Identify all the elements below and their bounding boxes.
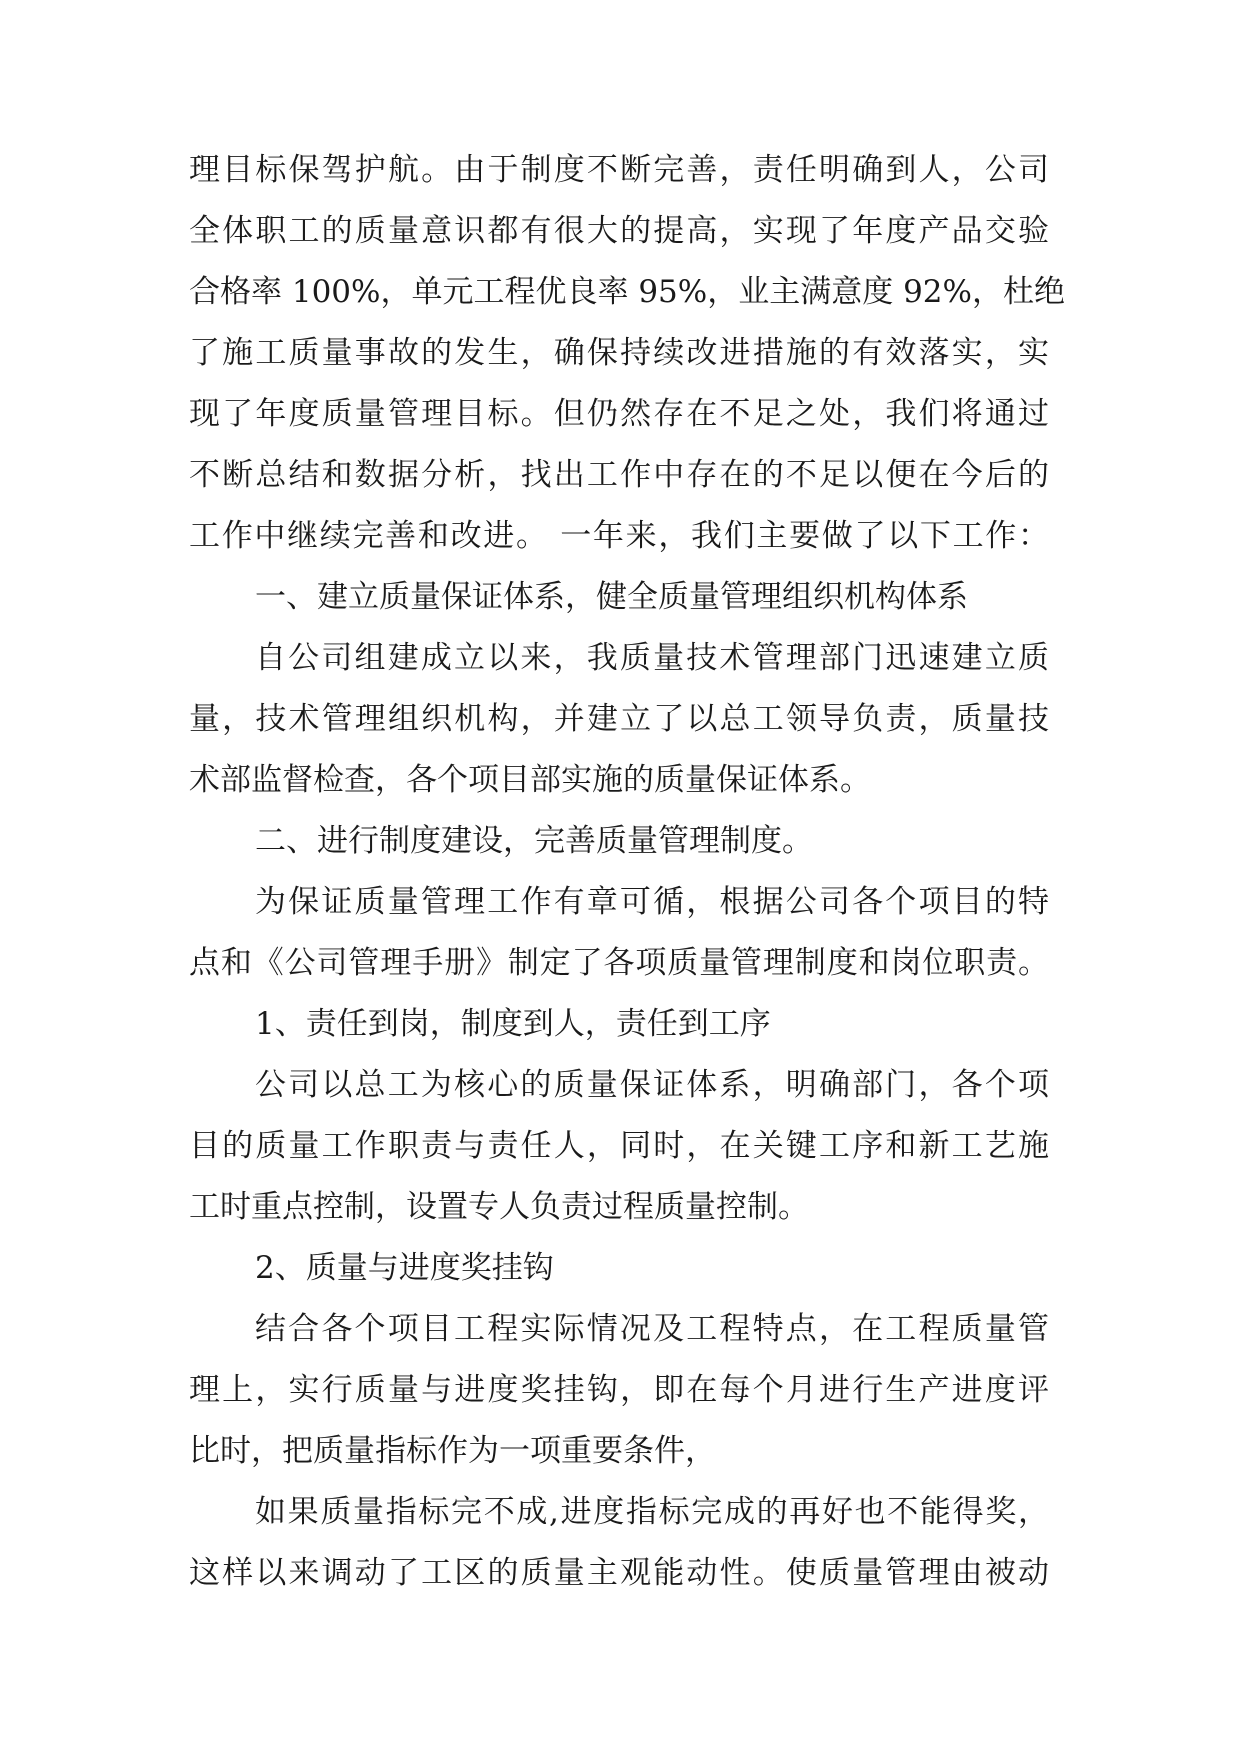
- paragraph-first-line: 自公司组建成立以来，我质量技术管理部门迅速建立质: [255, 640, 1049, 676]
- subsection-heading: 2、质量与进度奖挂钩: [255, 1250, 554, 1286]
- text-line: 目的质量工作职责与责任人，同时，在关键工序和新工艺施: [189, 1128, 1049, 1164]
- paragraph-first-line: 公司以总工为核心的质量保证体系，明确部门，各个项: [255, 1067, 1049, 1103]
- text-line: 量，技术管理组织机构，并建立了以总工领导负责，质量技: [189, 701, 1049, 737]
- text-line: 工作中继续完善和改进。 一年来，我们主要做了以下工作：: [189, 518, 1049, 554]
- text-line: 合格率 100%，单元工程优良率 95%，业主满意度 92%，杜绝: [189, 274, 1065, 310]
- text-line: 不断总结和数据分析，找出工作中存在的不足以便在今后的: [189, 457, 1049, 493]
- subsection-heading: 1、责任到岗，制度到人，责任到工序: [255, 1006, 771, 1042]
- text-line: 全体职工的质量意识都有很大的提高，实现了年度产品交验: [189, 213, 1049, 249]
- text-line: 术部监督检查，各个项目部实施的质量保证体系。: [189, 762, 871, 798]
- section-heading: 一、建立质量保证体系，健全质量管理组织机构体系: [255, 579, 968, 615]
- text-line: 现了年度质量管理目标。但仍然存在不足之处，我们将通过: [189, 396, 1049, 432]
- text-line: 点和《公司管理手册》制定了各项质量管理制度和岗位职责。: [189, 945, 1049, 981]
- paragraph-first-line: 结合各个项目工程实际情况及工程特点，在工程质量管: [255, 1311, 1049, 1347]
- text-line: 理目标保驾护航。由于制度不断完善，责任明确到人，公司: [189, 152, 1049, 188]
- text-line: 了施工质量事故的发生，确保持续改进措施的有效落实，实: [189, 335, 1049, 371]
- text-line: 这样以来调动了工区的质量主观能动性。使质量管理由被动: [189, 1555, 1049, 1591]
- paragraph-first-line: 如果质量指标完不成,进度指标完成的再好也不能得奖，: [255, 1494, 1049, 1530]
- text-line: 理上，实行质量与进度奖挂钩，即在每个月进行生产进度评: [189, 1372, 1049, 1408]
- text-line: 工时重点控制，设置专人负责过程质量控制。: [189, 1189, 809, 1225]
- section-heading: 二、进行制度建设，完善质量管理制度。: [255, 823, 813, 859]
- text-line: 比时，把质量指标作为一项重要条件，: [189, 1433, 716, 1469]
- paragraph-first-line: 为保证质量管理工作有章可循，根据公司各个项目的特: [255, 884, 1049, 920]
